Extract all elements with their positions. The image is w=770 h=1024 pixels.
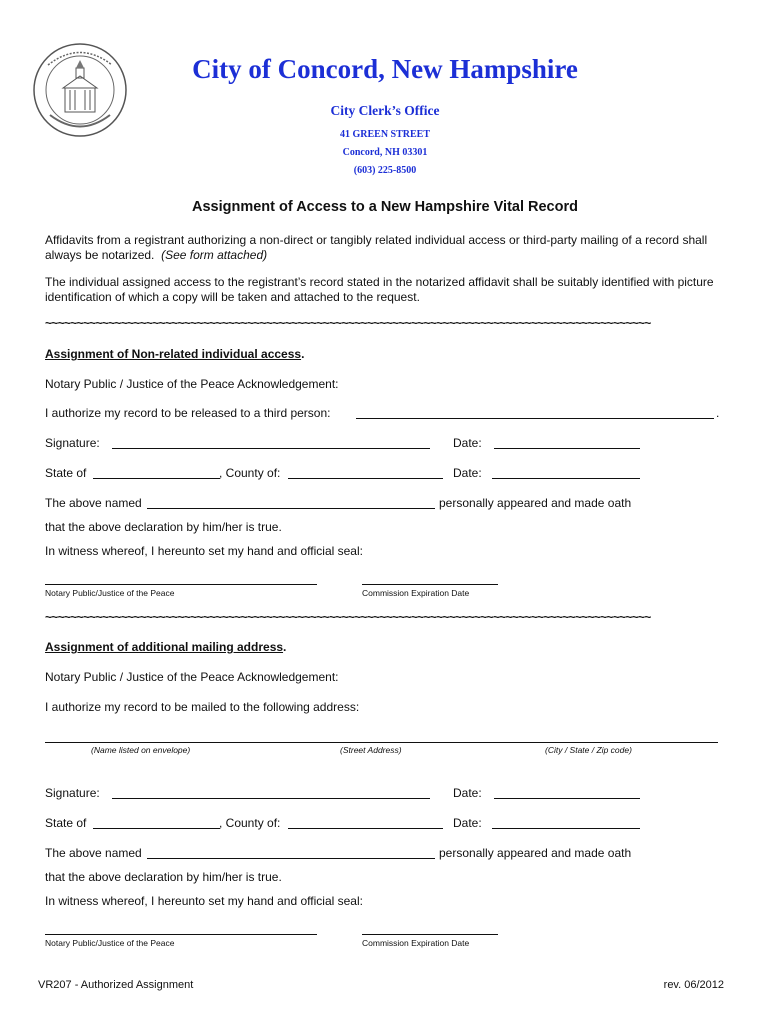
mailing-address-field[interactable]	[45, 742, 718, 743]
office-city-zip: Concord, NH 03301	[342, 147, 428, 158]
section2-signature-label: Signature:	[45, 786, 100, 800]
address-street-caption: (Street Address)	[340, 745, 402, 755]
section1-commission-date-field[interactable]	[362, 584, 498, 585]
section1-notary-ack: Notary Public / Justice of the Peace Acknowledgement:	[45, 377, 339, 391]
section1-heading: Assignment of Non-related individual access.	[45, 347, 305, 361]
section1-above-named-label: The above named	[45, 496, 142, 510]
section1-county-field[interactable]	[288, 478, 443, 479]
section1-name-field[interactable]	[147, 508, 435, 509]
section2-signature-field[interactable]	[112, 798, 430, 799]
section1-notary-caption: Notary Public/Justice of the Peace	[45, 588, 175, 598]
section1-state-label: State of	[45, 466, 87, 480]
section2-date2-field[interactable]	[492, 828, 640, 829]
section2-above-named-label: The above named	[45, 846, 142, 860]
section1-county-label: , County of:	[219, 466, 281, 480]
section2-commission-date-field[interactable]	[362, 934, 498, 935]
section1-title: Assignment of Non-related individual access	[45, 347, 302, 361]
section2-title: Assignment of additional mailing address	[45, 640, 284, 654]
section2-county-label: , County of:	[219, 816, 281, 830]
form-revision: rev. 06/2012	[663, 979, 724, 991]
section1-date2-field[interactable]	[492, 478, 640, 479]
section2-notary-ack: Notary Public / Justice of the Peace Acknowledgement:	[45, 670, 339, 684]
form-id: VR207 - Authorized Assignment	[38, 979, 194, 991]
section1-authorize-label: I authorize my record to be released to a third person:	[45, 406, 331, 420]
intro-text-b: shall always be notarized.	[45, 233, 708, 262]
section2-date-field[interactable]	[494, 798, 640, 799]
address-city-caption: (City / State / Zip code)	[545, 745, 632, 755]
section2-appeared-label: personally appeared and made oath	[439, 846, 632, 860]
intro-note: (See form attached)	[161, 248, 268, 262]
section1-state-field[interactable]	[93, 478, 220, 479]
section1-signature-label: Signature:	[45, 436, 100, 450]
section2-notary-caption: Notary Public/Justice of the Peace	[45, 938, 175, 948]
separator-line: ~~~~~~~~~~~~~~~~~~~~~~~~~~~~~~~~~~~~~~~~~~~~~~~~~~~~~~~~~~~~~~~~~~~~~~~~~~~~~~~~~~~~~~~~~~~~~~~~	[45, 316, 651, 330]
section2-declaration: that the above declaration by him/her is true.	[45, 870, 282, 884]
third-person-field[interactable]	[356, 418, 714, 419]
section2-heading: Assignment of additional mailing address.	[45, 640, 287, 654]
section2-commission-caption: Commission Expiration Date	[362, 938, 470, 948]
section1-declaration: that the above declaration by him/her is true.	[45, 520, 282, 534]
section1-witness: In witness whereof, I hereunto set my hand and official seal:	[45, 544, 363, 558]
separator-line-2: ~~~~~~~~~~~~~~~~~~~~~~~~~~~~~~~~~~~~~~~~~~~~~~~~~~~~~~~~~~~~~~~~~~~~~~~~~~~~~~~~~~~~~~~~~~~~~~~~	[45, 610, 651, 624]
section1-date-label: Date:	[453, 436, 482, 450]
section1-notary-signature-field[interactable]	[45, 584, 317, 585]
section2-authorize-label: I authorize my record to be mailed to the following address:	[45, 700, 360, 714]
office-street: 41 GREEN STREET	[339, 129, 431, 140]
identification-paragraph: The individual assigned access to the registrant’s record stated in the notarized affidavit shall be suitably identified with picture identification of which a copy will be taken and attached to the request.	[45, 275, 714, 304]
section1-date2-label: Date:	[453, 466, 482, 480]
section2-name-field[interactable]	[147, 858, 435, 859]
office-name: City Clerk’s Office	[330, 103, 440, 118]
section2-notary-signature-field[interactable]	[45, 934, 317, 935]
section2-witness: In witness whereof, I hereunto set my hand and official seal:	[45, 894, 363, 908]
address-name-caption: (Name listed on envelope)	[91, 745, 191, 755]
section2-date2-label: Date:	[453, 816, 482, 830]
section2-date-label: Date:	[453, 786, 482, 800]
section1-date-field[interactable]	[494, 448, 640, 449]
section2-state-field[interactable]	[93, 828, 220, 829]
document-title: Assignment of Access to a New Hampshire Vital Record	[192, 199, 578, 215]
period-mark: .	[716, 406, 720, 420]
section1-appeared-label: personally appeared and made oath	[439, 496, 632, 510]
section1-signature-field[interactable]	[112, 448, 430, 449]
intro-text-a: Affidavits from a registrant authorizing a non-direct or tangibly related individual access or third-party mailing of a record	[45, 233, 680, 247]
section1-commission-caption: Commission Expiration Date	[362, 588, 470, 598]
section2-county-field[interactable]	[288, 828, 443, 829]
page-title: City of Concord, New Hampshire	[192, 54, 578, 84]
intro-paragraph	[45, 233, 725, 263]
section2-state-label: State of	[45, 816, 87, 830]
office-phone: (603) 225-8500	[353, 165, 417, 176]
